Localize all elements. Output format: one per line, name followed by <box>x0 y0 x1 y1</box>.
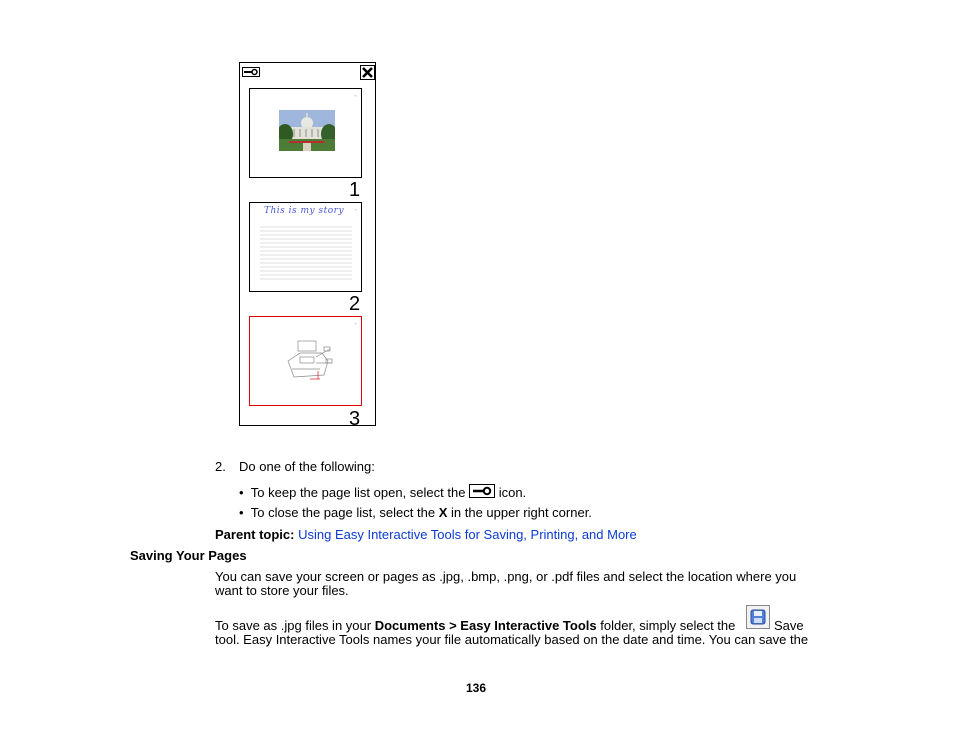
save-icon <box>746 605 770 631</box>
page-thumbnail-3[interactable] <box>249 316 362 406</box>
ruled-lines <box>260 225 352 281</box>
step-text: Do one of the following: <box>239 459 375 474</box>
step-number: 2. <box>215 459 226 474</box>
para-text: To save as .jpg files in your <box>215 618 372 633</box>
bullet-mark: • <box>239 505 244 520</box>
para-text: folder, simply select the <box>600 618 736 633</box>
story-text: This is my story <box>264 206 345 216</box>
bullet-text-end: in the upper right corner. <box>451 505 592 520</box>
paragraph-line <box>215 618 735 633</box>
section-heading: Saving Your Pages <box>130 548 247 563</box>
thumbnail-number-3: 3 <box>349 408 361 430</box>
para-bold: Documents > Easy Interactive Tools <box>374 618 597 633</box>
page-thumbnail-1[interactable] <box>249 88 362 178</box>
bullet-text: To close the page list, select the <box>250 505 436 520</box>
thumbnail-number-2: 2 <box>349 293 361 315</box>
bullet-item-keep-open <box>239 484 526 500</box>
paragraph-line: tool. Easy Interactive Tools names your file automatically based on the date and time. You can save the <box>215 632 809 647</box>
capitol-photo <box>279 110 335 151</box>
parent-topic-label: Parent topic: <box>215 527 295 542</box>
bullet-text: To keep the page list open, select the <box>250 485 466 500</box>
page-thumbnail-2[interactable] <box>249 202 362 292</box>
thumbnail-number-1: 1 <box>349 179 361 201</box>
bullet-bold: X <box>438 505 448 520</box>
paragraph-line: You can save your screen or pages as .jpg, .bmp, .png, or .pdf files and select the location where you <box>215 569 797 584</box>
thumb-page-mark: ◦◦ <box>354 207 357 212</box>
page-number: 136 <box>466 681 487 695</box>
parent-topic <box>215 527 637 542</box>
paragraph-line: want to store your files. <box>215 583 349 598</box>
pin-icon[interactable] <box>242 67 260 77</box>
bullet-text-end: icon. <box>498 485 527 500</box>
parent-topic-link[interactable]: Using Easy Interactive Tools for Saving, Printing, and More <box>298 527 637 542</box>
bullet-item-close <box>239 505 592 520</box>
thumb-page-mark: ◦◦ <box>354 321 357 326</box>
thumb-page-mark: ◦◦ <box>354 93 357 98</box>
close-icon[interactable] <box>360 65 375 80</box>
product-sketch <box>280 335 340 389</box>
bullet-mark: • <box>239 485 244 500</box>
para-text-save: Save <box>774 618 804 633</box>
page-list-panel <box>239 62 376 430</box>
pin-icon <box>469 484 495 498</box>
